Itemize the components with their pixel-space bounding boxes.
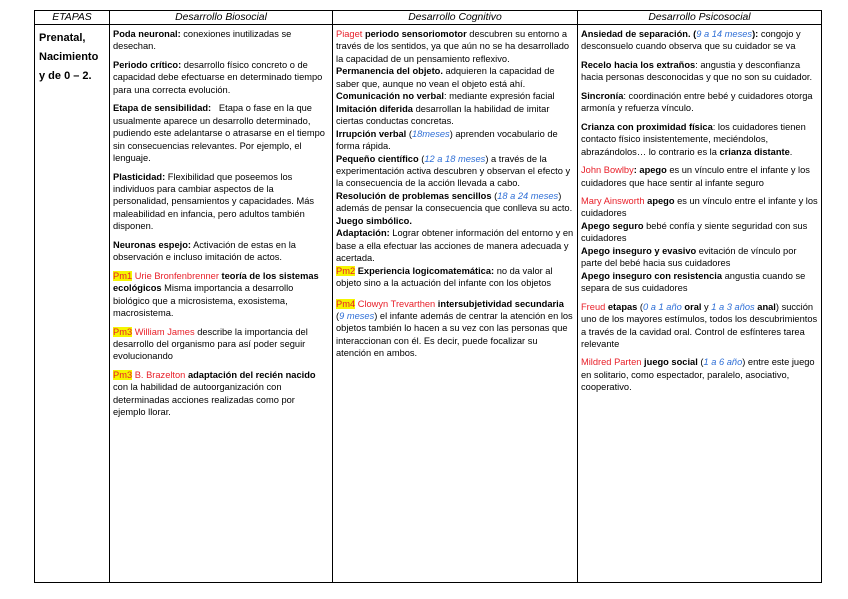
paragraph: Piaget periodo sensoriomotor descubren su entorno a través de los sentidos, ya que aún no se ha desarrollado la capacidad de un pensamiento reflexivo. <box>336 29 570 64</box>
highlight-tag: Pm3 <box>113 326 133 337</box>
paragraph: Plasticidad: Flexibilidad que poseemos los individuos para cambiar aspectos de la personalidad, pensamientos y capacidades. Más maleabilidad en infancia, pero adultos también disponen. <box>113 171 315 232</box>
paragraph: Neuronas espejo: Activación de estas en la observación e incluso imitación de actos. <box>113 239 296 263</box>
paragraph: Apego inseguro con resistencia angustia cuando se separa de sus cuidadores <box>581 270 806 294</box>
header-row <box>35 11 822 25</box>
highlight-tag: Pm3 <box>113 369 133 380</box>
header-cognitive: Desarrollo Cognitivo <box>333 11 578 25</box>
paragraph: Freud etapas (0 a 1 año oral y 1 a 3 años anal) succión uno de los mayores estímulos, todos los descubrimientos a través de la cavidad oral. Control de esfínteres tarea relevante <box>581 301 818 349</box>
paragraph: Mildred Parten juego social (1 a 6 año) entre este juego en solitario, como espectador, paralelo, asociativo, cooperativo. <box>581 357 815 393</box>
stage-cell <box>35 25 110 583</box>
stage-line: Nacimiento <box>39 51 99 63</box>
stage-line: Prenatal, <box>39 32 86 44</box>
paragraph: Resolución de problemas sencillos (18 a 24 meses) además de pensar la consecuencia que conlleva su acto. <box>336 190 573 214</box>
highlight-tag: Pm1 <box>113 270 133 281</box>
paragraph: Apego inseguro y evasivo evitación de vínculo por parte del bebé hacia sus cuidadores <box>581 245 797 269</box>
paragraph: Permanencia del objeto. adquieren la capacidad de saber que, aunque no vean el objeto está ahí. <box>336 66 555 89</box>
highlight-tag: Pm4 <box>336 298 356 309</box>
paragraph: Adaptación: Lograr obtener información del entorno y en base a ella efectuar las acciones de manera adecuada y acertada. <box>336 228 574 264</box>
psychosocial-cell <box>578 25 822 583</box>
paragraph: Ansiedad de separación. (9 a 14 meses): congojo y desconsuelo cuando observa que su cuidador se va <box>581 29 801 52</box>
paragraph: Poda neuronal: conexiones inutilizadas se desechan. <box>113 29 292 52</box>
paragraph: Pequeño científico (12 a 18 meses) a través de la experimentación activa descubren y observan el efecto y la consecuencia de la acción llevada a cabo. <box>336 153 571 189</box>
header-psychosocial: Desarrollo Psicosocial <box>578 11 822 25</box>
development-table <box>34 10 822 583</box>
paragraph: Pm3 William James describe la importancia del desarrollo del organismo para así poder seguir evolucionando <box>113 326 308 362</box>
biosocial-cell <box>110 25 333 583</box>
paragraph: Periodo crítico: desarrollo físico concreto o de capacidad debe efectuarse en determinado tiempo para una correcta evolución. <box>113 59 323 95</box>
paragraph: Apego seguro bebé confía y siente seguridad con sus cuidadores <box>581 220 808 244</box>
paragraph: Pm2 Experiencia logicomatemática: no da valor al objeto sino a la actuación del infante con los objetos <box>336 265 553 289</box>
paragraph: Comunicación no verbal: mediante expresión facial <box>336 91 555 102</box>
table-row <box>35 25 822 583</box>
paragraph: Pm4 Clowyn Trevarthen intersubjetividad secundaria (9 meses) el infante además de centrar la atención en los objetos también lo hacen a su vez con las personas que interaccionan con él. Es decir, puede focalizar su atención en ambos. <box>336 298 573 359</box>
paragraph: Recelo hacia los extraños: angustia y desconfianza hacia personas desconocidas y que no son su cuidador. <box>581 59 813 83</box>
paragraph: John Bowlby: apego es un vínculo entre el infante y los cuidadores que hace sentir al infante seguro <box>581 165 810 188</box>
stage-line: y de 0 – 2. <box>39 70 92 82</box>
header-biosocial: Desarrollo Biosocial <box>110 11 333 25</box>
paragraph: Irrupción verbal (18meses) aprenden vocabulario de forma rápida. <box>336 128 558 152</box>
paragraph: Etapa de sensibilidad: Etapa o fase en la que usualmente aparece un desarrollo determinado, pudiendo este adelantarse o atrasarse en el tiempo sin consecuencias relevantes. Por ejemplo, el lenguaje. <box>113 103 328 164</box>
paragraph: Mary Ainsworth apego es un vínculo entre el infante y los cuidadores <box>581 195 818 219</box>
paragraph: Crianza con proximidad física: los cuidadores tienen contacto físico insistentemente, meciéndolos, abrazándolos… lo contrario es la crianza distante. <box>581 121 806 157</box>
paragraph: Imitación diferida desarrollan la habilidad de imitar ciertas conductas concretas. <box>336 103 550 127</box>
paragraph: Pm1 Urie Bronfenbrenner teoría de los sistemas ecológicos Misma importancia a desarrollo biológico que a microsistema, exosistema, macrosistema. <box>113 270 319 319</box>
highlight-tag: Pm2 <box>336 265 356 276</box>
paragraph: Juego simbólico. <box>336 215 412 226</box>
paragraph: Pm3 B. Brazelton adaptación del recién nacido con la habilidad de autoorganización con determinadas acciones realizadas como por ejemplo llorar. <box>113 369 316 418</box>
header-stages: ETAPAS <box>35 11 110 25</box>
cognitive-cell <box>333 25 578 583</box>
paragraph: Sincronía: coordinación entre bebé y cuidadores otorga armonía y refuerza vínculo. <box>581 90 813 114</box>
